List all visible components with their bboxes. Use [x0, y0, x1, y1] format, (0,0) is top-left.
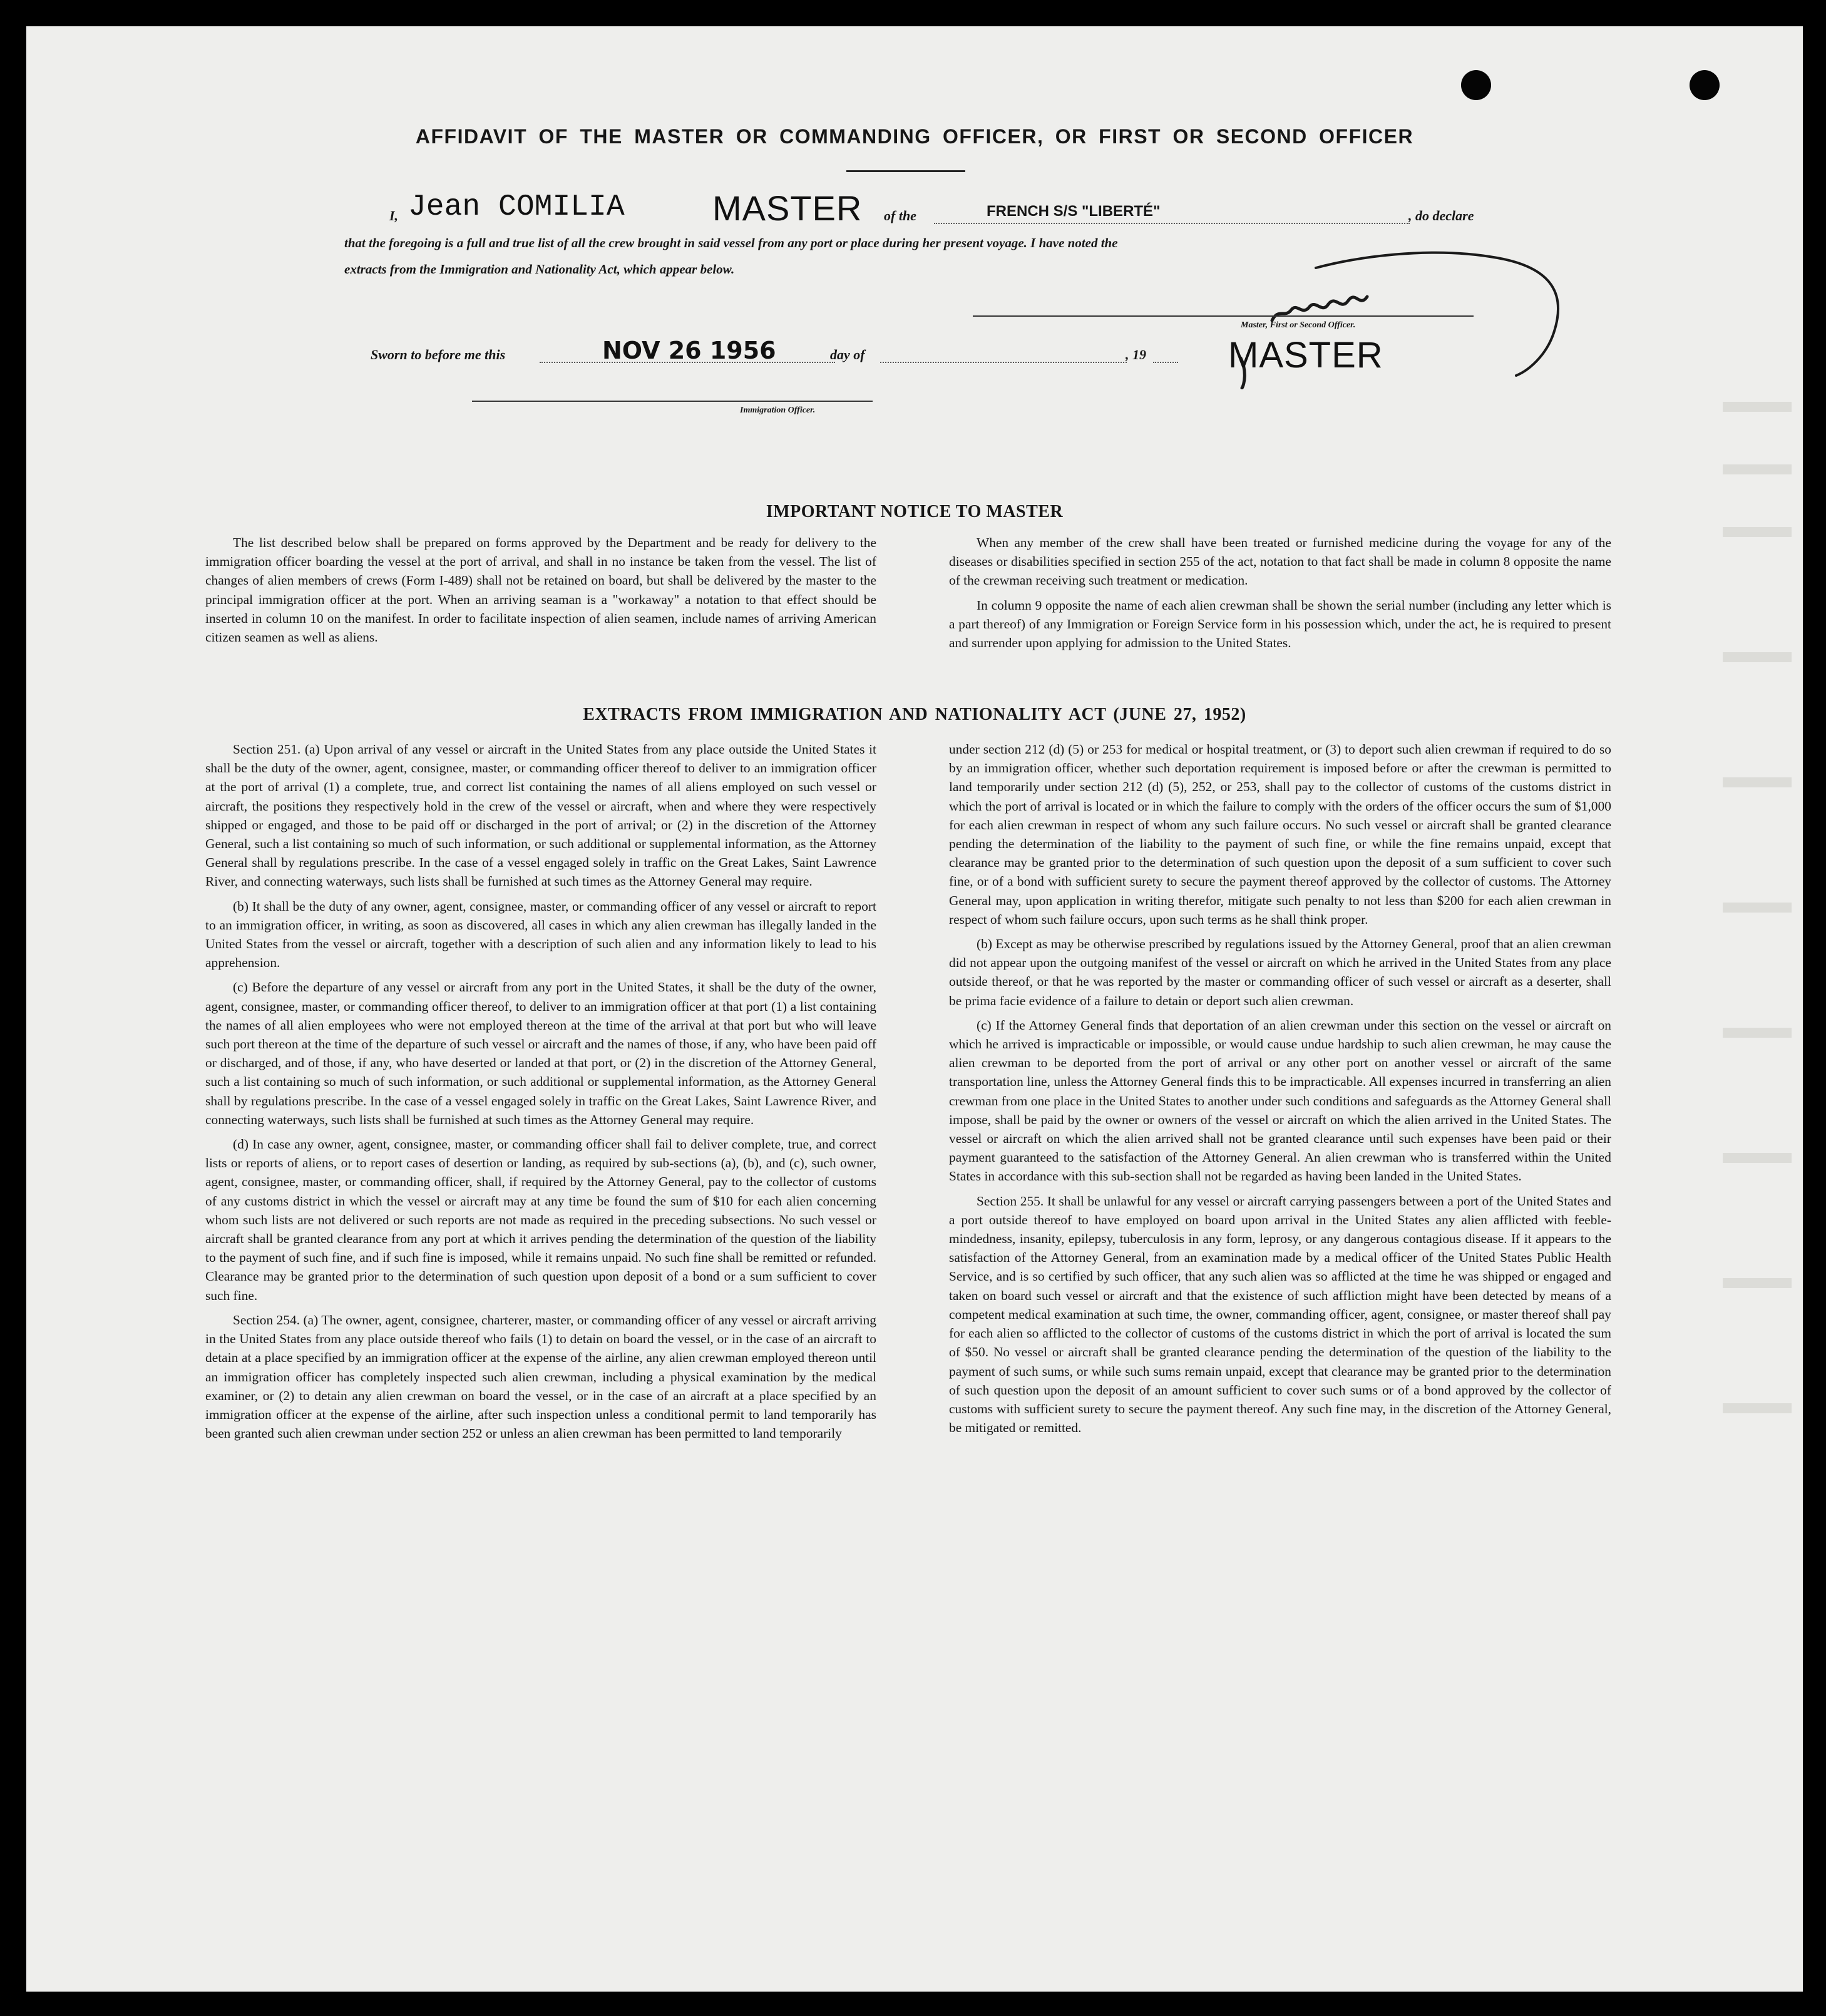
- section-continuation: under section 212 (d) (5) or 253 for medical or hospital treatment, or (3) to deport such alien crewman if required to do so by an immigration officer, whether such deportation requirement is imposed before or after the crewman is permitted to land temporarily under section 212 (d) (5), 252, or 253, shall pay to the collector of customs of the customs district in which the port of arrival is located or in which the failure to comply with the orders of the officer occurs the sum of $1,000 for each alien crewman in respect of whom any such failure occurs. No such vessel or aircraft shall be granted clearance pending the determination of the liability to the payment of such fine, or while the fine remains unpaid, except that clearance may be granted prior to the determination of such question upon the deposit of a sum sufficient to cover such fine, or of a bond with sufficient surety to secure the payment thereof approved by the collector of customs. The Attorney General may, upon application in writing therefor, mitigate such penalty to not less than $200 for each alien crewman in respect of whom such failure occurs, upon such terms as he shall think proper.: [949, 742, 1611, 927]
- section-paragraph: (b) Except as may be otherwise prescribed by regulations issued by the Attorney General, proof that an alien crewman did not appear upon the outgoing manifest of the vessel or aircraft on which he arrived in the United States from any place outside thereof, or that he was reported by the master or commanding officer of such vessel or aircraft as a deserter, shall be prima facie evidence of a failure to detain or deport such alien crewman.: [949, 936, 1611, 1008]
- section-paragraph: (c) If the Attorney General finds that deportation of an alien crewman under this section on the vessel or aircraft on which he arrived is impracticable or impossible, or would cause undue hardship to such alien crewman, he may cause the alien crewman to be deported from the port of arrival or any other port on another vessel or aircraft of the same transportation line, unless the Attorney General finds this to be impracticable. All expenses incurred in transferring an alien crewman from one place in the United States to another under such conditions and safeguards as the Attorney General shall impose, shall be paid by the owner or owners of the vessel or aircraft on which the alien arrived in the United States. The vessel or aircraft on which the alien arrived shall not be granted clearance until such expenses have been paid or their payment guaranteed to the satisfaction of the Attorney General. An alien crewman who is transferred within the United States in accordance with this sub-section shall not be regarded as having been landed in the United States.: [949, 1017, 1611, 1184]
- day-of-label: day of: [830, 347, 865, 362]
- section-paragraph: Section 251. (a) Upon arrival of any vessel or aircraft in the United States from any place outside the United States it shall be the duty of the owner, agent, consignee, master, or commanding officer thereof to deliver to an immigration officer at the port of arrival (1) a complete, true, and correct list containing the names of all aliens employed on such vessel or aircraft, the positions they respectively hold in the crew of the vessel or aircraft, when and where they were respectively shipped or engaged, and those to be paid off or discharged in the port of arrival; or (2) in the discretion of the Attorney General, such a list containing so much of such information, or such additional or supplemental information, as the Attorney General shall by regulations prescribe. In the case of a vessel engaged solely in traffic on the Great Lakes, Saint Lawrence River, and connecting waterways, such lists shall be furnished at such times as the Attorney General may require.: [205, 742, 876, 889]
- notice-left-column: [205, 533, 876, 647]
- bleed-through-mark: [1723, 777, 1792, 787]
- bleed-through-mark: [1723, 652, 1792, 662]
- extracts-right-column: [949, 740, 1611, 1437]
- bleed-through-mark: [1723, 1403, 1792, 1413]
- rank-stamp: MASTER: [712, 188, 863, 228]
- section-paragraph: (c) Before the departure of any vessel or aircraft from any port in the United States, it shall be the duty of the owner, agent, consignee, master, or commanding officer thereof, to deliver to an immigration officer at that port (1) a list containing the names of all alien employees who were not employed thereon at the time of the arrival at that port but who will leave such port thereon at the time of the departure of such vessel or aircraft and the names of those, if any, who have been paid off or discharged, and of those, if any, who have deserted or landed at that port, or (2) in the discretion of the Attorney General, such a list containing so much of such information, or such additional or supplemental information, as the Attorney General shall by regulations prescribe. In the case of a vessel engaged solely in traffic on the Great Lakes, Saint Lawrence River, and connecting waterways, such lists shall be furnished at such times as the Attorney General may require.: [205, 980, 876, 1127]
- bleed-through-mark: [1723, 1278, 1792, 1288]
- bleed-through-mark: [1723, 464, 1792, 474]
- bleed-through-mark: [1723, 903, 1792, 913]
- bleed-through-mark: [1723, 1028, 1792, 1038]
- i-label: I,: [389, 208, 399, 223]
- vessel-name: FRENCH S/S "LIBERTÉ": [987, 203, 1161, 220]
- notice-right-column: [949, 533, 1611, 652]
- punch-hole-right: [1690, 70, 1720, 100]
- month-line: [880, 362, 1127, 363]
- section-paragraph: Section 255. It shall be unlawful for any vessel or aircraft carrying passengers between a port of the United States and a port outside thereof to have employed on board upon arrival in the United States any alien afflicted with feeble-mindedness, insanity, epilepsy, tuberculosis in any form, leprosy, or any dangerous contagious disease. If it appears to the satisfaction of the Attorney General, from an examination made by a medical officer of the United States Public Health Service, and is so certified by such officer, that any such alien was so afflicted at the time he was shipped or engaged and taken on board such vessel or aircraft and that the existence of such affliction might have been detected by means of a competent medical examination at such time, the owner, commanding officer, agent, consignee, or master thereof shall pay for each alien so afflicted to the collector of customs of the customs district in which the port of arrival is located the sum of $50. No vessel or aircraft shall be granted clearance pending the determination of the question of the liability to the payment of such sums, or while such sums remain unpaid, except that clearance may be granted prior to the determination of such question upon the deposit of an amount sufficient to cover such sums or of a bond approved by the collector of customs with sufficient surety to secure the payment thereof. Any such fine may, in the discretion of the Attorney General, be mitigated or remitted.: [949, 1193, 1611, 1436]
- notice-paragraph: In column 9 opposite the name of each alien crewman shall be shown the serial number (including any letter which is a part thereof) of any Immigration or Foreign Service form in his possession which, under the act, he is required to present and surrender upon applying for admission to the United States.: [949, 597, 1611, 651]
- signer-stamp: MASTER: [1228, 335, 1383, 376]
- of-the-label: of the: [884, 208, 916, 223]
- officer-caption: Immigration Officer.: [740, 406, 816, 415]
- bleed-through-mark: [1723, 402, 1792, 412]
- notice-title: IMPORTANT NOTICE TO MASTER: [766, 502, 1064, 521]
- vessel-line: [934, 223, 1410, 224]
- signer-caption: Master, First or Second Officer.: [1241, 320, 1356, 330]
- punch-hole-left: [1461, 70, 1491, 100]
- immigration-officer-line: [472, 401, 873, 402]
- sworn-date: NOV 26 1956: [602, 337, 776, 364]
- title-divider: [846, 170, 965, 172]
- declaration-line-1: that the foregoing is a full and true list of all the crew brought in said vessel from any port or place during her present voyage. I have noted the: [344, 235, 1118, 250]
- section-paragraph: (d) In case any owner, agent, consignee, master, or commanding officer shall fail to deliver complete, true, and correct lists or reports of aliens, or to report cases of desertion or landing, as required by sub-sections (a), (b), and (c), such owner, agent, consignee, master, or commanding officer, shall, if required by the Attorney General, pay to the collector of customs of any customs district in which the vessel or aircraft may at any time be found the sum of $10 for each alien concerning whom such lists are not delivered or such reports are not made as required in the preceding subsections. No such vessel or aircraft shall be granted clearance from any port at which it arrives pending the determination of the question of the liability to the payment of such fine, and if such fine is imposed, while it remains unpaid. No such fine shall be remitted or refunded. Clearance may be granted prior to the determination of such question upon deposit of a bond or a sum sufficient to cover such fine.: [205, 1137, 876, 1303]
- extracts-title: EXTRACTS FROM IMMIGRATION AND NATIONALITY ACT (JUNE 27, 1952): [583, 705, 1246, 724]
- master-name: Jean COMILIA: [408, 190, 625, 224]
- section-paragraph: (b) It shall be the duty of any owner, agent, consignee, master, or commanding officer of any vessel or aircraft to report to an immigration officer, in writing, as soon as discovered, all cases in which any alien crewman has illegally landed in the United States from the vessel or aircraft, together with a description of such alien and any information likely to lead to his apprehension.: [205, 898, 876, 971]
- bleed-through-mark: [1723, 527, 1792, 537]
- signature-line: [973, 315, 1474, 317]
- year-prefix: , 19: [1126, 347, 1146, 362]
- sworn-label: Sworn to before me this: [371, 347, 506, 362]
- notice-paragraph: When any member of the crew shall have been treated or furnished medicine during the voyage for any of the diseases or disabilities specified in section 255 of the act, notation to that fact shall be made in column 8 opposite the name of the crewman receiving such treatment or medication.: [949, 535, 1611, 588]
- affidavit-title: AFFIDAVIT OF THE MASTER OR COMMANDING OFFICER, OR FIRST OR SECOND OFFICER: [415, 125, 1414, 148]
- bleed-through-mark: [1723, 1153, 1792, 1163]
- document-page: [26, 26, 1803, 1992]
- declaration-line-2: extracts from the Immigration and Nationality Act, which appear below.: [344, 262, 735, 277]
- year-line: [1153, 362, 1178, 363]
- do-declare-label: , do declare: [1408, 208, 1474, 223]
- notice-paragraph: The list described below shall be prepared on forms approved by the Department and be ready for delivery to the immigration officer boarding the vessel at the port of arrival, and shall in no instance be taken from the vessel. The list of changes of alien members of crews (Form I-489) shall not be retained on board, but shall be delivered by the master to the principal immigration officer at the port. When an arriving seaman is a "workaway" a notation to that effect should be inserted in column 10 on the manifest. In order to facilitate inspection of alien seamen, include names of arriving American citizen seamen as well as aliens.: [205, 535, 876, 645]
- section-paragraph: Section 254. (a) The owner, agent, consignee, charterer, master, or commanding officer of any vessel or aircraft arriving in the United States from any place outside thereof who fails (1) to detain on board the vessel, or in the case of an aircraft to detain at a place specified by an immigration officer at the expense of the airline, any alien crewman employed thereon until an immigration officer has completely inspected such alien crewman, including a physical examination by the medical examiner, or (2) to detain any alien crewman on board the vessel, or in the case of an aircraft at a place specified by an immigration officer at the expense of the airline, after such inspection unless a conditional permit to land temporarily has been granted such alien crewman under section 252 or unless an alien crewman has been permitted to land temporarily: [205, 1312, 876, 1441]
- extracts-left-column: [205, 740, 876, 1443]
